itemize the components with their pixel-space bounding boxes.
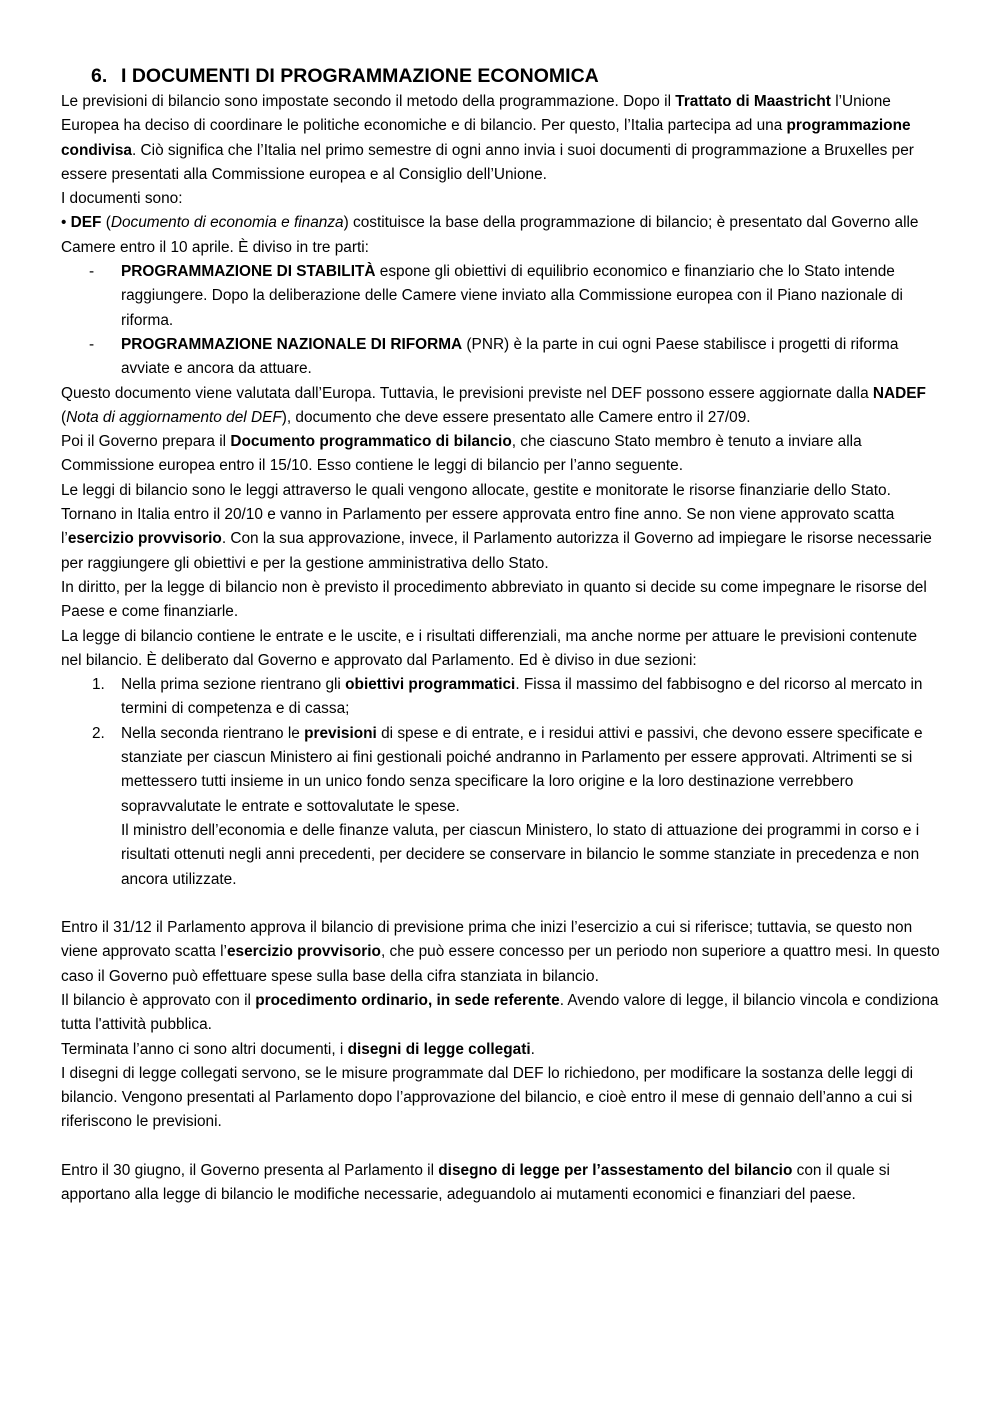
paragraph-procedimento (61, 989, 940, 1038)
bold-text: procedimento ordinario, in sede referente (255, 991, 560, 1009)
text-run: . Fissa il massimo del fabbisogno e del ricorso al mercato in termini di competenza e di cassa; (121, 676, 923, 718)
list-item-riforma (61, 333, 940, 382)
paragraph-assestamento (61, 1159, 940, 1208)
dash-marker: - (89, 263, 95, 281)
bold-text: PROGRAMMAZIONE DI STABILITÀ (121, 263, 376, 281)
text-run: Il ministro dell’economia e delle finanze valuta, per ciascun Ministero, lo stato di attuazione dei programmi in corso e i risultati ottenuti negli anni precedenti, per decidere se conservare in bilancio le somme stanziate in precedenza e non ancora utilizzate. (121, 821, 920, 888)
text-run: espone gli obiettivi di equilibrio economico e finanziario che lo Stato intende raggiungere. Dopo la deliberazione delle Camere viene inviato alla Commissione europea con il Piano nazionale di riforma. (121, 263, 903, 329)
bold-text: obiettivi programmatici (345, 676, 516, 694)
paragraph-documento-programmatico (61, 430, 940, 479)
bold-text: Documento programmatico di bilancio (230, 433, 512, 451)
text-run: (PNR) è la parte in cui ogni Paese stabilisce i progetti di riforma avviate e ancora da attuare. (121, 335, 899, 378)
text-run: Entro il 31/12 il Parlamento approva il bilancio di previsione prima che inizi l’esercizio a cui si riferisce; tuttavia, se questo non viene approvato scatta l’ (61, 919, 913, 961)
bold-text: disegno di legge per l’assestamento del bilancio (438, 1162, 793, 1180)
text-run: . Avendo valore di legge, il bilancio vincola e condiziona tutta l'attività pubblica. (61, 991, 939, 1034)
section-title: I DOCUMENTI DI PROGRAMMAZIONE ECONOMICA (121, 65, 599, 87)
text-run: Terminata l’anno ci sono altri documenti, i (61, 1040, 348, 1058)
blank-line (61, 1135, 940, 1159)
paragraph-collegati: I disegni di legge collegati servono, se le misure programmate dal DEF lo richiedono, per modificare la sostanza delle leggi di bilancio. Vengono presentati al Parlamento dopo l’approvazione del bilancio, e cioè entro il mese di gennaio dell’anno a cui si riferiscono le previsioni. (61, 1064, 914, 1131)
text-run: l’Unione Europea ha deciso di coordinare le politiche economiche e di bilancio. Per questo, l’Italia partecipa ad una (61, 93, 891, 135)
section-heading (91, 64, 940, 88)
text-run: ), documento che deve essere presentato alle Camere entro il 27/09. (281, 408, 751, 426)
bold-text: PROGRAMMAZIONE NAZIONALE DI RIFORMA (121, 335, 463, 353)
italic-text: Documento di economia e finanza (110, 214, 344, 232)
bold-text: esercizio provvisorio (226, 943, 381, 961)
number-marker: 1. (92, 676, 105, 694)
bold-text: NADEF (872, 384, 926, 402)
text-run: ) costituisce la base della programmazione di bilancio; è presentato dal Governo alle Camere entro il 10 aprile. È diviso in tre parti: (61, 214, 919, 256)
text-run: Poi il Governo prepara il (61, 433, 231, 451)
text-run: di spese e di entrate, e i residui attivi e passivi, che devono essere specificate e stanziate per ciascun Ministero ai fini gestionali poiché andranno in Parlamento per essere approvati. Altrimenti se si mettessero tutti insieme in un unico fondo senza specificare la loro origine e la loro destinazione verrebbero sopravvalutate le entrate e sottovalutate le spese. (121, 724, 923, 815)
text-run: Questo documento viene valutata dall’Europa. Tuttavia, le previsioni previste nel DEF possono essere aggiornate dalla (61, 384, 873, 402)
bold-text: DEF (70, 214, 102, 232)
bold-text: disegni di legge collegati (347, 1040, 531, 1058)
bold-text: programmazione condivisa (61, 117, 911, 159)
text-run: Le previsioni di bilancio sono impostate secondo il metodo della programmazione. Dopo il (61, 93, 676, 110)
paragraph-diritto: In diritto, per la legge di bilancio non è previsto il procedimento abbreviato in quanto si decide su come impegnare le risorse del Paese e come finanziarle. (61, 578, 927, 621)
text-run: Il bilancio è approvato con il (61, 991, 256, 1009)
list-item-prima-sezione (61, 673, 940, 722)
dash-marker: - (89, 335, 95, 353)
text-run: , che ciascuno Stato membro è tenuto a inviare alla Commissione europea entro il 15/10. Esso contiene le leggi di bilancio per l’anno seguente. (61, 433, 862, 475)
text-run: . Con la sua approvazione, invece, il Parlamento autorizza il Governo ad impiegare le risorse necessarie per raggiungere gli obiettivi e per la gestione amministrativa dello Stato. (61, 530, 932, 572)
list-item-stabilita (61, 260, 940, 333)
paragraph-leggi-bilancio (61, 479, 940, 576)
section-number: 6. (91, 65, 108, 87)
bold-text: previsioni (304, 724, 377, 742)
paragraph-approvazione (61, 916, 940, 989)
bullet-marker: • (61, 214, 67, 232)
text-run: . (530, 1040, 535, 1058)
text-run: Nella seconda rientrano le (121, 724, 305, 742)
bold-text: esercizio provvisorio (67, 530, 222, 548)
text-run: Nella prima sezione rientrano gli (121, 676, 346, 694)
blank-line (61, 892, 940, 916)
text-run: ( (101, 214, 111, 232)
text-run: con il quale si apportano alla legge di bilancio le modifiche necessarie, adeguandolo ai mutamenti economici e finanziari del paese. (61, 1162, 890, 1204)
paragraph-intro (61, 90, 940, 187)
text-run: Le leggi di bilancio sono le leggi attraverso le quali vengono allocate, gestite e monitorate le risorse finanziarie dello Stato. Tornano in Italia entro il 20/10 e vanno in Parlamento per essere approvata entro fine anno. Se non viene approvato scatta l’ (61, 481, 895, 548)
list-item-seconda-sezione (61, 722, 940, 892)
paragraph-collegati-intro (61, 1038, 940, 1062)
paragraph-nadef (61, 382, 940, 431)
text-run: . Ciò significa che l’Italia nel primo semestre di ogni anno invia i suoi documenti di programmazione a Bruxelles per essere presentati alla Commissione europea e al Consiglio dell’Unione. (61, 141, 914, 183)
text-run: Entro il 30 giugno, il Governo presenta al Parlamento il (61, 1162, 439, 1180)
number-marker: 2. (92, 724, 105, 742)
bold-text: Trattato di Maastricht (675, 93, 831, 110)
italic-text: Nota di aggiornamento del DEF (66, 408, 282, 426)
def-item (61, 211, 940, 260)
paragraph-documents-intro: I documenti sono: (61, 190, 183, 208)
text-run: , che può essere concesso per un periodo non superiore a quattro mesi. In questo caso il Governo può effettuare spese sulla base della cifra stanziata in bilancio. (61, 943, 940, 985)
paragraph-legge-bilancio: La legge di bilancio contiene le entrate e le uscite, e i risultati differenziali, ma anche norme per attuare le previsioni contenute nel bilancio. È deliberato dal Governo e approvato dal Parlamento. Ed è diviso in due sezioni: (61, 627, 918, 669)
text-run: ( (61, 408, 67, 426)
